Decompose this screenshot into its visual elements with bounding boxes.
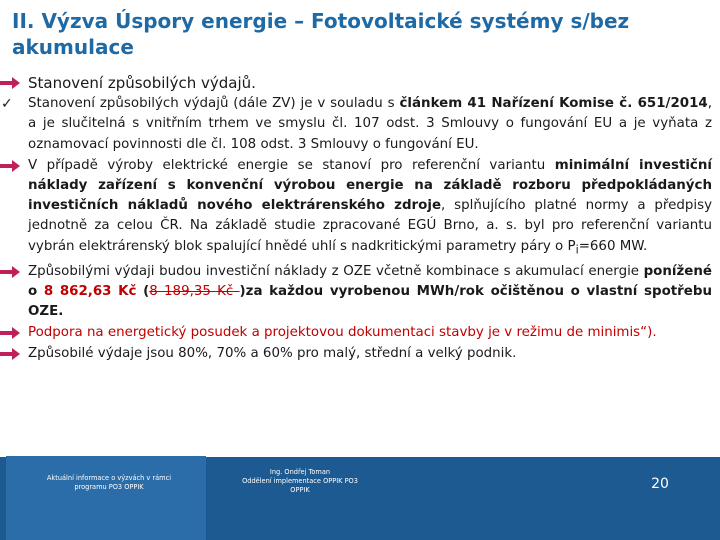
section-heading bbox=[0, 73, 720, 93]
list-item-legal-basis bbox=[0, 94, 720, 155]
item-text: =660 MW. bbox=[578, 238, 648, 254]
arrow-right-icon bbox=[0, 344, 26, 364]
checkmark-icon: ✓ bbox=[1, 96, 13, 113]
item-text: Způsobilými výdaji budou investiční náklady z OZE včetně kombinace s akumulací energie bbox=[28, 263, 644, 279]
footer-left-line: programu PO3 OPPIK bbox=[74, 483, 144, 491]
item-struck-value: 8 189,35 Kč bbox=[149, 283, 240, 299]
footer-accent-block bbox=[6, 456, 206, 540]
footer-author-line: Oddělení implementace OPPIK PO3 bbox=[242, 477, 358, 485]
arrow-right-icon bbox=[0, 323, 26, 343]
section-heading-text: Stanovení způsobilých výdajů. bbox=[28, 74, 256, 92]
item-red-text: Podpora na energetický posudek a projektovou dokumentaci stavby je v režimu de minimis“). bbox=[28, 325, 657, 341]
slide-title: II. Výzva Úspory energie – Fotovoltaické systémy s/bez akumulace bbox=[12, 9, 630, 59]
arrow-right-icon bbox=[0, 156, 26, 176]
footer-left-text bbox=[30, 474, 188, 492]
item-red-value: 8 862,63 Kč bbox=[43, 283, 137, 299]
item-subscript: i bbox=[575, 243, 579, 257]
list-item-reference-variant bbox=[0, 156, 720, 261]
footer-author bbox=[215, 468, 385, 495]
footer-left-line: Aktuální informace o výzvách v rámci bbox=[46, 474, 172, 482]
list-item-rates bbox=[0, 344, 720, 364]
arrow-right-icon bbox=[0, 73, 26, 93]
item-text: , a je slučitelná s vnitřním trhem ve smyslu čl. 107 odst. 3 Smlouvy o fungování EU a je vyňata z oznamovací povinnosti dle čl. 108 odst. 3 Smlouvy o fungování EU. bbox=[28, 96, 712, 152]
footer-author-line: Ing. Ondřej Toman bbox=[269, 468, 331, 476]
item-text: , splňujícího platné normy a předpisy jednotně za celou ČR. Na základě studie zpracované EGÚ Brno, a. s. byl pro referenční variantu vybrán elektrárenský blok spalující hnědé uhlí s nadkritickými parametry páry o P bbox=[28, 198, 713, 254]
item-bold-text: ( bbox=[136, 283, 150, 299]
item-bold-text: minimální investiční náklady zařízení s konvenční výrobou energie na základě rozboru předpokládaných investičních nákladů nového elektrárenského zdroje bbox=[28, 157, 712, 214]
page-number: 20 bbox=[651, 476, 669, 492]
item-bold-text: článkem 41 Nařízení Komise č. 651/2014 bbox=[399, 96, 708, 112]
item-text: V případě výroby elektrické energie se stanoví pro referenční variantu bbox=[28, 157, 555, 173]
item-bold-text: )za každou vyrobenou MWh/rok očištěnou o vlastní spotřebu OZE. bbox=[28, 283, 712, 319]
item-text: Způsobilé výdaje jsou 80%, 70% a 60% pro malý, střední a velký podnik. bbox=[28, 346, 517, 362]
footer-author-line: OPPIK bbox=[290, 486, 310, 494]
item-bold-text: ponížené o bbox=[28, 263, 712, 299]
slide-content bbox=[0, 73, 720, 365]
list-item-de-minimis bbox=[0, 323, 720, 343]
item-text: Stanovení způsobilých výdajů (dále ZV) je v souladu s bbox=[28, 96, 400, 112]
list-item-eligible-costs bbox=[0, 262, 720, 323]
arrow-right-icon bbox=[0, 262, 26, 282]
